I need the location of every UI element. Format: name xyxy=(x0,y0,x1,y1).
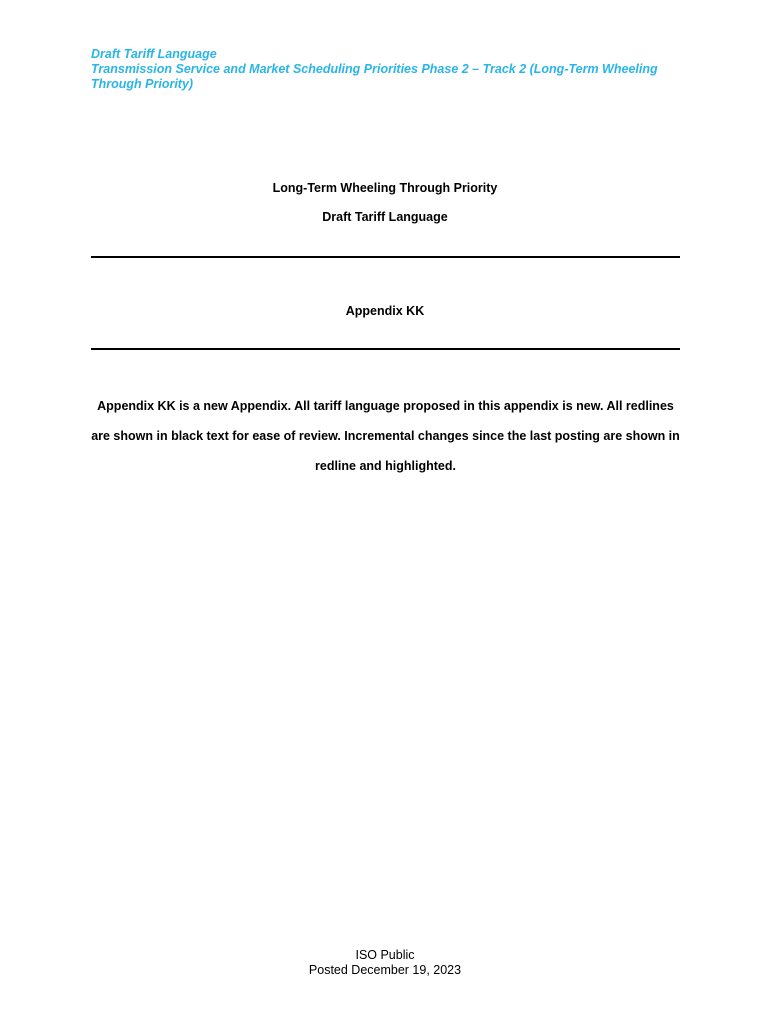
bottom-divider xyxy=(91,348,680,350)
footer-classification: ISO Public xyxy=(355,948,415,962)
document-subtitle: Draft Tariff Language xyxy=(322,210,448,224)
document-title: Long-Term Wheeling Through Priority xyxy=(272,181,498,195)
top-divider xyxy=(91,256,680,258)
page-footer xyxy=(0,948,770,978)
header-line-1: Draft Tariff Language xyxy=(91,47,217,61)
appendix-title: Appendix KK xyxy=(345,304,425,318)
appendix-intro-paragraph: Appendix KK is a new Appendix. All tariff language proposed in this appendix is new. All redlines are shown in black text for ease of review. Incremental changes since the last posting are shown in redline and highlighted. xyxy=(91,399,680,473)
header-line-2: Transmission Service and Market Scheduling Priorities Phase 2 – Track 2 (Long-Term Wheeling Through Priority) xyxy=(91,62,658,91)
footer-posted-date: Posted December 19, 2023 xyxy=(308,963,462,977)
document-header xyxy=(91,47,681,92)
